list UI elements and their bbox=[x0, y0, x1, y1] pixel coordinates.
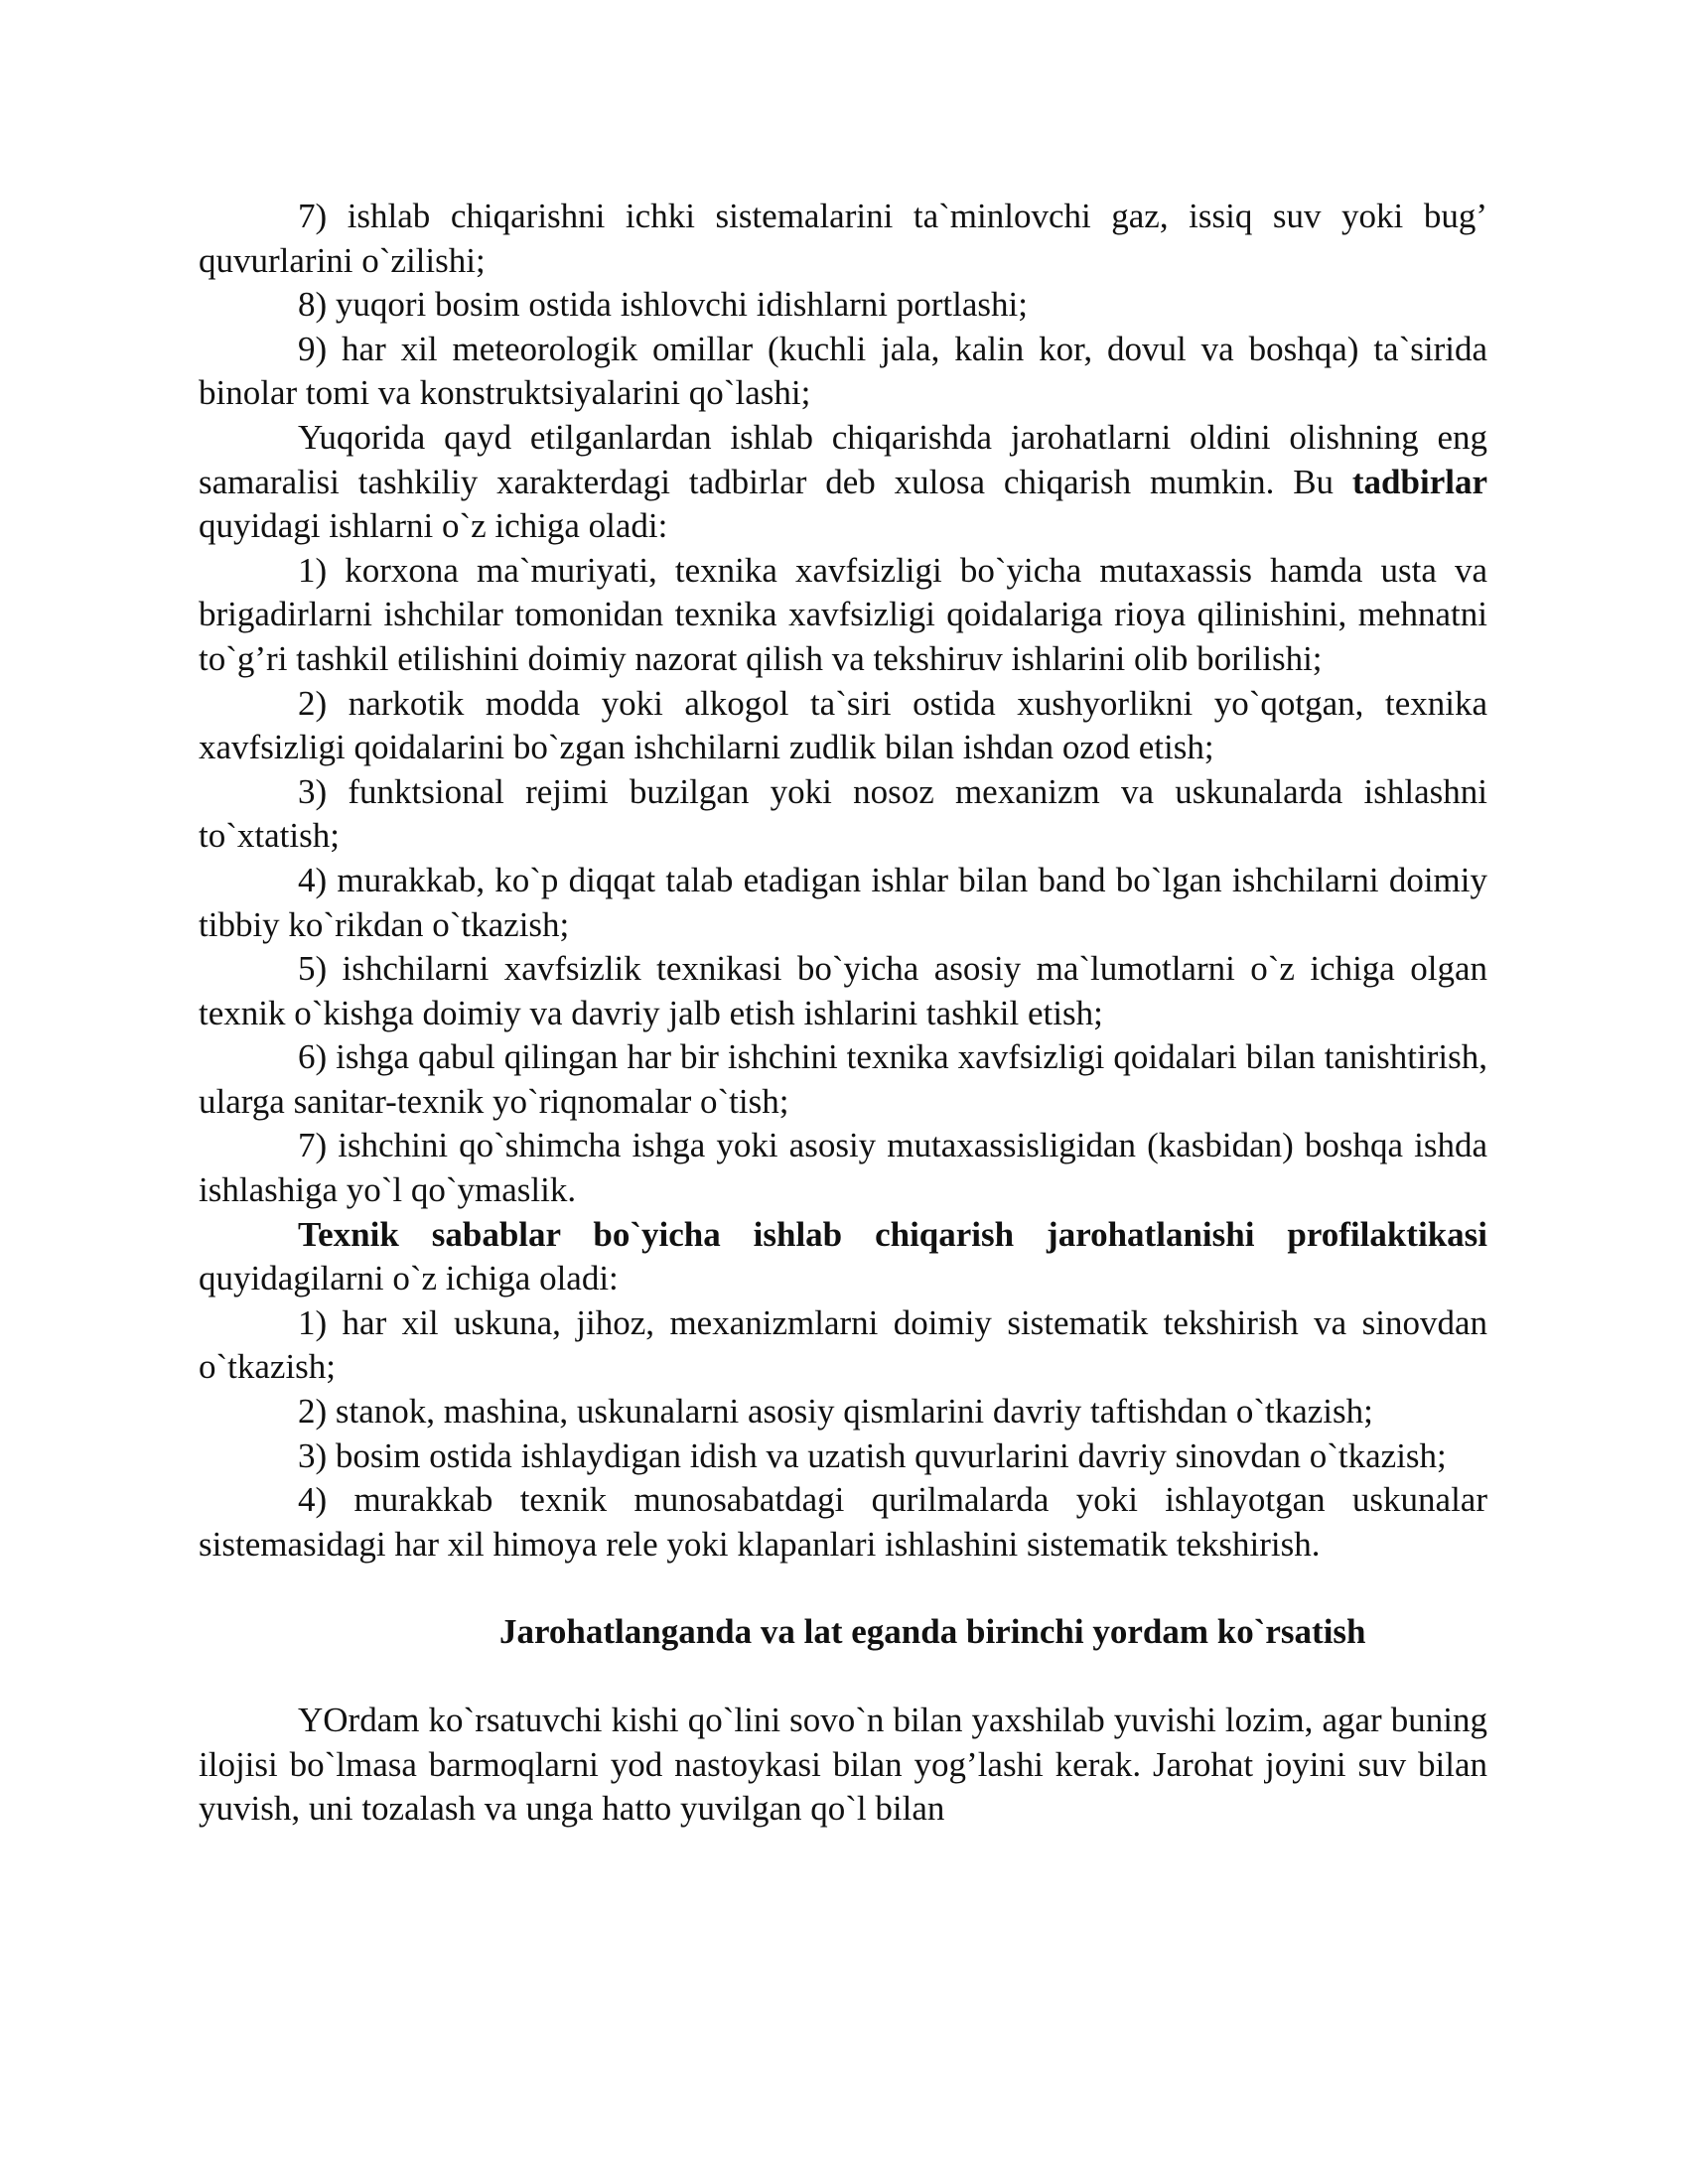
technical-item-1: 1) har xil uskuna, jihoz, mexanizmlarni doimiy sistematik tekshirish va sinovdan o`tkazish; bbox=[199, 1302, 1487, 1387]
first-aid-paragraph: YOrdam ko`rsatuvchi kishi qo`lini sovo`n bilan yaxshilab yuvishi lozim, agar buning ilojisi bo`lmasa barmoqlarni yod nastoykasi bilan yog’lashi kerak. Jarohat joyini suv bilan yuvish, uni tozalash va unga hatto yuvilgan qo`l bilan bbox=[199, 1701, 1487, 1829]
conclusion-paragraph bbox=[199, 416, 1487, 549]
measure-item-2: 2) narkotik modda yoki alkogol ta`siri ostida xushyorlikni yo`qotgan, texnika xavfsizligi qoidalarini bo`zgan ishchilarni zudlik bilan ishdan ozod etish; bbox=[199, 683, 1487, 767]
conclusion-text-after: quyidagi ishlarni o`z ichiga oladi: bbox=[199, 506, 668, 546]
technical-item-4: 4) murakkab texnik munosabatdagi qurilmalarda yoki ishlayotgan uskunalar sistemasidagi har xil himoya rele yoki klapanlari ishlashini sistematik tekshirish. bbox=[199, 1480, 1487, 1564]
list-item-7-pipelines: 7) ishlab chiqarishni ichki sistemalarini ta`minlovchi gaz, issiq suv yoki bug’ quvurlarini o`zilishi; bbox=[199, 197, 1487, 280]
measure-item-4: 4) murakkab, ko`p diqqat talab etadigan ishlar bilan band bo`lgan ishchilarni doimiy tibbiy ko`rikdan o`tkazish; bbox=[199, 860, 1487, 944]
list-item-9-meteorological: 9) har xil meteorologik omillar (kuchli jala, kalin kor, dovul va boshqa) ta`sirida binolar tomi va konstruktsiyalarini qo`lashi; bbox=[199, 329, 1487, 413]
technical-text-after: quyidagilarni o`z ichiga oladi: bbox=[199, 1259, 619, 1298]
technical-item-3: 3) bosim ostida ishlaydigan idish va uzatish quvurlarini davriy sinovdan o`tkazish; bbox=[298, 1435, 1447, 1475]
section-heading-first-aid: Jarohatlanganda va lat eganda birinchi yordam ko`rsatish bbox=[499, 1612, 1366, 1652]
conclusion-bold-term: tadbirlar bbox=[1351, 462, 1488, 501]
list-item-8-pressure-vessels: 8) yuqori bosim ostida ishlovchi idishlarni portlashi; bbox=[298, 285, 1028, 325]
technical-item-2: 2) stanok, mashina, uskunalarni asosiy qismlarini davriy taftishdan o`tkazish; bbox=[298, 1392, 1373, 1432]
measure-item-7: 7) ishchini qo`shimcha ishga yoki asosiy mutaxassisligidan (kasbidan) boshqa ishda ishlashiga yo`l qo`ymaslik. bbox=[199, 1126, 1487, 1210]
conclusion-text-before: Yuqorida qayd etilganlardan ishlab chiqarishda jarohatlarni oldini olishning eng samaralisi tashkiliy xarakterdagi tadbirlar deb xulosa chiqarish mumkin. Bu bbox=[199, 417, 1487, 501]
document-page bbox=[199, 195, 1487, 1832]
measure-item-5: 5) ishchilarni xavfsizlik texnikasi bo`yicha asosiy ma`lumotlarni o`z ichiga olgan texnik o`kishga doimiy va davriy jalb etish ishlarini tashkil etish; bbox=[199, 949, 1487, 1032]
technical-bold-heading: Texnik sabablar bo`yicha ishlab chiqarish jarohatlanishi profilaktikasi bbox=[298, 1214, 1487, 1254]
measure-item-1: 1) korxona ma`muriyati, texnika xavfsizligi bo`yicha mutaxassis hamda usta va brigadirlarni ishchilar tomonidan texnika xavfsizligi qoidalariga rioya qilinishini, mehnatni to`g’ri tashkil etilishini doimiy nazorat qilish va tekshiruv ishlarini olib borilishi; bbox=[199, 550, 1487, 678]
technical-prophylaxis-paragraph bbox=[199, 1213, 1487, 1301]
measure-item-3: 3) funktsional rejimi buzilgan yoki nosoz mexanizm va uskunalarda ishlashni to`xtatish; bbox=[199, 771, 1487, 856]
measure-item-6: 6) ishga qabul qilingan har bir ishchini texnika xavfsizligi qoidalari bilan tanishtirish, ularga sanitar-texnik yo`riqnomalar o`tish; bbox=[199, 1037, 1487, 1121]
